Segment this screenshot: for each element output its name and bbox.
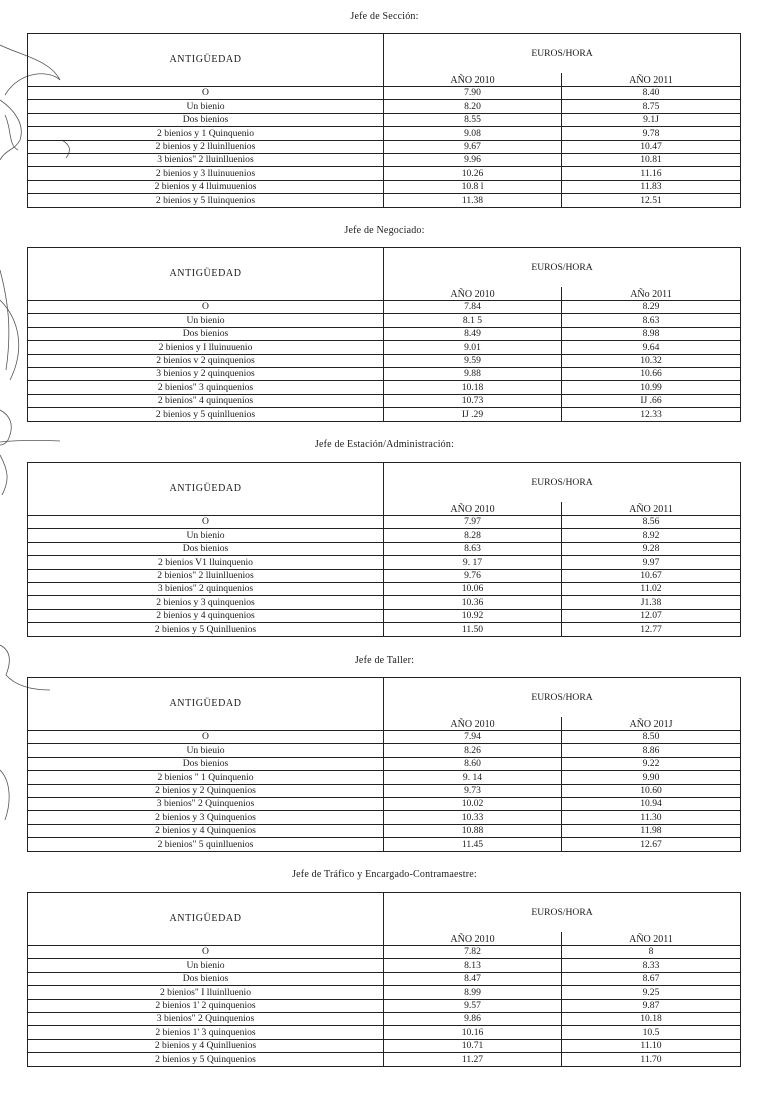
- table-row: [28, 301, 741, 314]
- rate-2011-cell: 8.98: [562, 327, 741, 340]
- rate-2011-cell: 8.75: [562, 100, 741, 113]
- rate-2010-cell: 10.8 l: [384, 180, 562, 193]
- seniority-cell: 2 bienios 1' 3 quinquenios: [28, 1026, 384, 1039]
- seniority-cell: Dos bienios: [28, 542, 384, 555]
- rate-2010-cell: 7.84: [384, 301, 562, 314]
- rate-2010-cell: 8.49: [384, 327, 562, 340]
- rate-2010-cell: 11.27: [384, 1053, 562, 1066]
- table-row: [28, 731, 741, 744]
- seniority-cell: 2 bienios y 2 Quinquenios: [28, 784, 384, 797]
- seniority-cell: 2 bienios" 2 lluinlluenios: [28, 569, 384, 582]
- table-row: [28, 744, 741, 757]
- column-header-year-2010: AÑO 2010: [384, 717, 562, 731]
- seniority-cell: 2 bienios y 5 lluinquenios: [28, 194, 384, 207]
- rate-2011-cell: 8.63: [562, 314, 741, 327]
- column-header-year-2011: AÑO 2011: [562, 932, 741, 946]
- rate-2011-cell: 10.47: [562, 140, 741, 153]
- seniority-cell: 2 bienios y I lluinuuenio: [28, 341, 384, 354]
- column-header-euros-hora: EUROS/HORA: [384, 34, 741, 74]
- rate-2011-cell: 11.83: [562, 180, 741, 193]
- rate-2010-cell: 7.82: [384, 946, 562, 959]
- rate-2011-cell: J1.38: [562, 596, 741, 609]
- rate-table: [27, 247, 741, 422]
- seniority-cell: 2 bienios y 4 quinquenios: [28, 609, 384, 622]
- table-row: [28, 582, 741, 595]
- table-row: [28, 381, 741, 394]
- rate-2010-cell: 11.38: [384, 194, 562, 207]
- rate-2010-cell: 8.60: [384, 757, 562, 770]
- rate-2010-cell: 10.02: [384, 797, 562, 810]
- seniority-cell: 2 bienios" 3 quinquenios: [28, 381, 384, 394]
- table-row: [28, 140, 741, 153]
- rate-2011-cell: 12.77: [562, 623, 741, 636]
- table-row: [28, 341, 741, 354]
- table-row: [28, 1012, 741, 1025]
- table-row: [28, 529, 741, 542]
- table-row: [28, 367, 741, 380]
- section-title: Jefe de Sección:: [350, 11, 419, 22]
- seniority-cell: Un bienio: [28, 529, 384, 542]
- rate-2010-cell: 10.71: [384, 1039, 562, 1052]
- rate-2010-cell: 9. 17: [384, 556, 562, 569]
- rate-2011-cell: 10.67: [562, 569, 741, 582]
- table-row: [28, 100, 741, 113]
- rate-2010-cell: 10.73: [384, 394, 562, 407]
- rate-2010-cell: 9.73: [384, 784, 562, 797]
- rate-2011-cell: 9.28: [562, 542, 741, 555]
- table-row: [28, 194, 741, 207]
- table-row: [28, 127, 741, 140]
- seniority-cell: 2 bienios" I lluinlluenio: [28, 986, 384, 999]
- table-row: [28, 972, 741, 985]
- rate-2010-cell: 10.06: [384, 582, 562, 595]
- table-row: [28, 314, 741, 327]
- table-row: [28, 1026, 741, 1039]
- column-header-antiguedad: ANTIGÜEDAD: [28, 678, 384, 731]
- seniority-cell: O: [28, 946, 384, 959]
- rate-2010-cell: 10.92: [384, 609, 562, 622]
- rate-2010-cell: 8.1 5: [384, 314, 562, 327]
- rate-2011-cell: 11.70: [562, 1053, 741, 1066]
- rate-2011-cell: 10.18: [562, 1012, 741, 1025]
- section-title: Jefe de Taller:: [354, 655, 415, 666]
- rate-2010-cell: 10.36: [384, 596, 562, 609]
- section-title: Jefe de Estación/Administración:: [314, 439, 455, 450]
- rate-table: [27, 892, 741, 1067]
- seniority-cell: 2 bienios v 2 quinquenios: [28, 354, 384, 367]
- table-row: [28, 757, 741, 770]
- seniority-cell: 3 bienios" 2 Quinquenios: [28, 797, 384, 810]
- rate-2010-cell: 11.45: [384, 838, 562, 851]
- rate-2010-cell: 10.88: [384, 824, 562, 837]
- rate-2010-cell: 10.33: [384, 811, 562, 824]
- table-row: [28, 569, 741, 582]
- rate-2010-cell: 8.99: [384, 986, 562, 999]
- column-header-antiguedad: ANTIGÜEDAD: [28, 893, 384, 946]
- seniority-cell: O: [28, 301, 384, 314]
- column-header-antiguedad: ANTIGÜEDAD: [28, 248, 384, 301]
- rate-2011-cell: 8: [562, 946, 741, 959]
- table-row: [28, 113, 741, 126]
- rate-2011-cell: 8.50: [562, 731, 741, 744]
- rate-2010-cell: 9.88: [384, 367, 562, 380]
- table-row: [28, 1039, 741, 1052]
- table-row: [28, 959, 741, 972]
- rate-2011-cell: 12.67: [562, 838, 741, 851]
- seniority-cell: 2 bienios 1' 2 quinquenios: [28, 999, 384, 1012]
- seniority-cell: Un bienio: [28, 314, 384, 327]
- rate-2011-cell: 9.97: [562, 556, 741, 569]
- rate-2010-cell: 8.20: [384, 100, 562, 113]
- seniority-cell: Un bienio: [28, 959, 384, 972]
- table-row: [28, 180, 741, 193]
- seniority-cell: O: [28, 731, 384, 744]
- seniority-cell: Dos bienios: [28, 327, 384, 340]
- rate-2010-cell: 9.08: [384, 127, 562, 140]
- rate-2010-cell: 8.63: [384, 542, 562, 555]
- table-row: [28, 811, 741, 824]
- seniority-cell: 2 bienios y 4 lluimuuenios: [28, 180, 384, 193]
- seniority-cell: 2 bienios y 3 Quinquenios: [28, 811, 384, 824]
- rate-2010-cell: 9.86: [384, 1012, 562, 1025]
- rate-2011-cell: 11.30: [562, 811, 741, 824]
- table-row: [28, 999, 741, 1012]
- section-title: Jefe de Negociado:: [344, 225, 425, 236]
- table-row: [28, 824, 741, 837]
- seniority-cell: 2 bienios y 3 quinquenios: [28, 596, 384, 609]
- rate-2011-cell: 10.5: [562, 1026, 741, 1039]
- rate-2010-cell: 9.76: [384, 569, 562, 582]
- column-header-year-2010: AÑO 2010: [384, 502, 562, 516]
- rate-2010-cell: 9.96: [384, 153, 562, 166]
- rate-2011-cell: 10.32: [562, 354, 741, 367]
- table-row: [28, 771, 741, 784]
- rate-2010-cell: 8.55: [384, 113, 562, 126]
- rate-2011-cell: 8.40: [562, 87, 741, 100]
- column-header-year-2011: AÑO 201J: [562, 717, 741, 731]
- table-row: [28, 1053, 741, 1066]
- rate-2011-cell: 12.33: [562, 408, 741, 421]
- table-row: [28, 167, 741, 180]
- column-header-antiguedad: ANTIGÜEDAD: [28, 463, 384, 516]
- rate-2011-cell: 8.33: [562, 959, 741, 972]
- rate-2011-cell: 8.67: [562, 972, 741, 985]
- seniority-cell: 3 bienios" 2 lluinlluenios: [28, 153, 384, 166]
- rate-2011-cell: 11.10: [562, 1039, 741, 1052]
- seniority-cell: 2 bienios y 5 Quinlluenios: [28, 623, 384, 636]
- column-header-euros-hora: EUROS/HORA: [384, 678, 741, 718]
- rate-table: [27, 462, 741, 637]
- rate-2010-cell: 9.59: [384, 354, 562, 367]
- rate-2010-cell: 9.67: [384, 140, 562, 153]
- rate-2011-cell: 8.56: [562, 516, 741, 529]
- rate-2010-cell: 8.26: [384, 744, 562, 757]
- rate-2011-cell: 10.99: [562, 381, 741, 394]
- table-row: [28, 516, 741, 529]
- table-row: [28, 609, 741, 622]
- column-header-euros-hora: EUROS/HORA: [384, 893, 741, 933]
- seniority-cell: Dos bienios: [28, 757, 384, 770]
- seniority-cell: 2 bienios y 4 Quinlluenios: [28, 1039, 384, 1052]
- rate-2010-cell: 9.01: [384, 341, 562, 354]
- rate-2011-cell: IJ .66: [562, 394, 741, 407]
- table-row: [28, 354, 741, 367]
- table-row: [28, 838, 741, 851]
- table-row: [28, 542, 741, 555]
- table-row: [28, 784, 741, 797]
- rate-2011-cell: 9.64: [562, 341, 741, 354]
- seniority-cell: Dos bienios: [28, 972, 384, 985]
- rate-2011-cell: 10.81: [562, 153, 741, 166]
- table-row: [28, 596, 741, 609]
- table-row: [28, 408, 741, 421]
- rate-2011-cell: 9.22: [562, 757, 741, 770]
- rate-2011-cell: 11.02: [562, 582, 741, 595]
- seniority-cell: Un bienio: [28, 100, 384, 113]
- table-row: [28, 946, 741, 959]
- rate-2011-cell: 10.66: [562, 367, 741, 380]
- rate-2011-cell: 8.29: [562, 301, 741, 314]
- rate-table: [27, 677, 741, 852]
- rate-2011-cell: 8.92: [562, 529, 741, 542]
- column-header-year-2011: AÑO 2011: [562, 73, 741, 87]
- rate-2011-cell: 9.90: [562, 771, 741, 784]
- rate-2011-cell: 9.25: [562, 986, 741, 999]
- seniority-cell: 2 bienios" 4 quinquenios: [28, 394, 384, 407]
- seniority-cell: Dos bienios: [28, 113, 384, 126]
- rate-2010-cell: 9.57: [384, 999, 562, 1012]
- table-row: [28, 394, 741, 407]
- rate-2010-cell: 8.28: [384, 529, 562, 542]
- column-header-euros-hora: EUROS/HORA: [384, 248, 741, 288]
- seniority-cell: 2 bienios y 4 Quinquenios: [28, 824, 384, 837]
- rate-2011-cell: 10.60: [562, 784, 741, 797]
- seniority-cell: 3 bienios y 2 quinquenios: [28, 367, 384, 380]
- seniority-cell: 2 bienios y 5 quinlluenios: [28, 408, 384, 421]
- rate-2010-cell: 10.26: [384, 167, 562, 180]
- rate-table: [27, 33, 741, 208]
- seniority-cell: 2 bienios" 5 quinlluenios: [28, 838, 384, 851]
- rate-2011-cell: 11.16: [562, 167, 741, 180]
- rate-2011-cell: 9.78: [562, 127, 741, 140]
- seniority-cell: 2 bienios V1 lluinquenio: [28, 556, 384, 569]
- column-header-year-2011: AÑo 2011: [562, 287, 741, 301]
- rate-2011-cell: 12.07: [562, 609, 741, 622]
- section-title: Jefe de Tráfico y Encargado-Contramaestre:: [292, 869, 477, 880]
- rate-2011-cell: 8.86: [562, 744, 741, 757]
- rate-2011-cell: 10.94: [562, 797, 741, 810]
- seniority-cell: 2 bienios " 1 Quinquenio: [28, 771, 384, 784]
- column-header-year-2010: AÑO 2010: [384, 287, 562, 301]
- seniority-cell: 2 bienios y 2 lluinlluenios: [28, 140, 384, 153]
- table-row: [28, 623, 741, 636]
- table-row: [28, 327, 741, 340]
- rate-2011-cell: 9.1J: [562, 113, 741, 126]
- column-header-year-2011: AÑO 2011: [562, 502, 741, 516]
- rate-2011-cell: 11.98: [562, 824, 741, 837]
- seniority-cell: 2 bienios y 5 Quinquenios: [28, 1053, 384, 1066]
- column-header-antiguedad: ANTIGÜEDAD: [28, 34, 384, 87]
- seniority-cell: 3 bienios" 2 Quinquenios: [28, 1012, 384, 1025]
- rate-2010-cell: 10.18: [384, 381, 562, 394]
- table-row: [28, 153, 741, 166]
- rate-2010-cell: 7.90: [384, 87, 562, 100]
- column-header-euros-hora: EUROS/HORA: [384, 463, 741, 503]
- rate-2010-cell: 8.13: [384, 959, 562, 972]
- seniority-cell: O: [28, 87, 384, 100]
- rate-2010-cell: IJ .29: [384, 408, 562, 421]
- rate-2010-cell: 7.94: [384, 731, 562, 744]
- seniority-cell: Un bieuio: [28, 744, 384, 757]
- rate-2010-cell: 7.97: [384, 516, 562, 529]
- table-row: [28, 556, 741, 569]
- rate-2011-cell: 9.87: [562, 999, 741, 1012]
- table-row: [28, 986, 741, 999]
- table-row: [28, 87, 741, 100]
- column-header-year-2010: AÑO 2010: [384, 73, 562, 87]
- rate-2010-cell: 11.50: [384, 623, 562, 636]
- rate-2010-cell: 10.16: [384, 1026, 562, 1039]
- seniority-cell: 3 bienios" 2 quinquenios: [28, 582, 384, 595]
- rate-2011-cell: 12.51: [562, 194, 741, 207]
- seniority-cell: 2 bienios y 3 lluinuuenios: [28, 167, 384, 180]
- rate-2010-cell: 8.47: [384, 972, 562, 985]
- seniority-cell: O: [28, 516, 384, 529]
- rate-2010-cell: 9. 14: [384, 771, 562, 784]
- table-row: [28, 797, 741, 810]
- seniority-cell: 2 bienios y 1 Quinquenio: [28, 127, 384, 140]
- column-header-year-2010: AÑO 2010: [384, 932, 562, 946]
